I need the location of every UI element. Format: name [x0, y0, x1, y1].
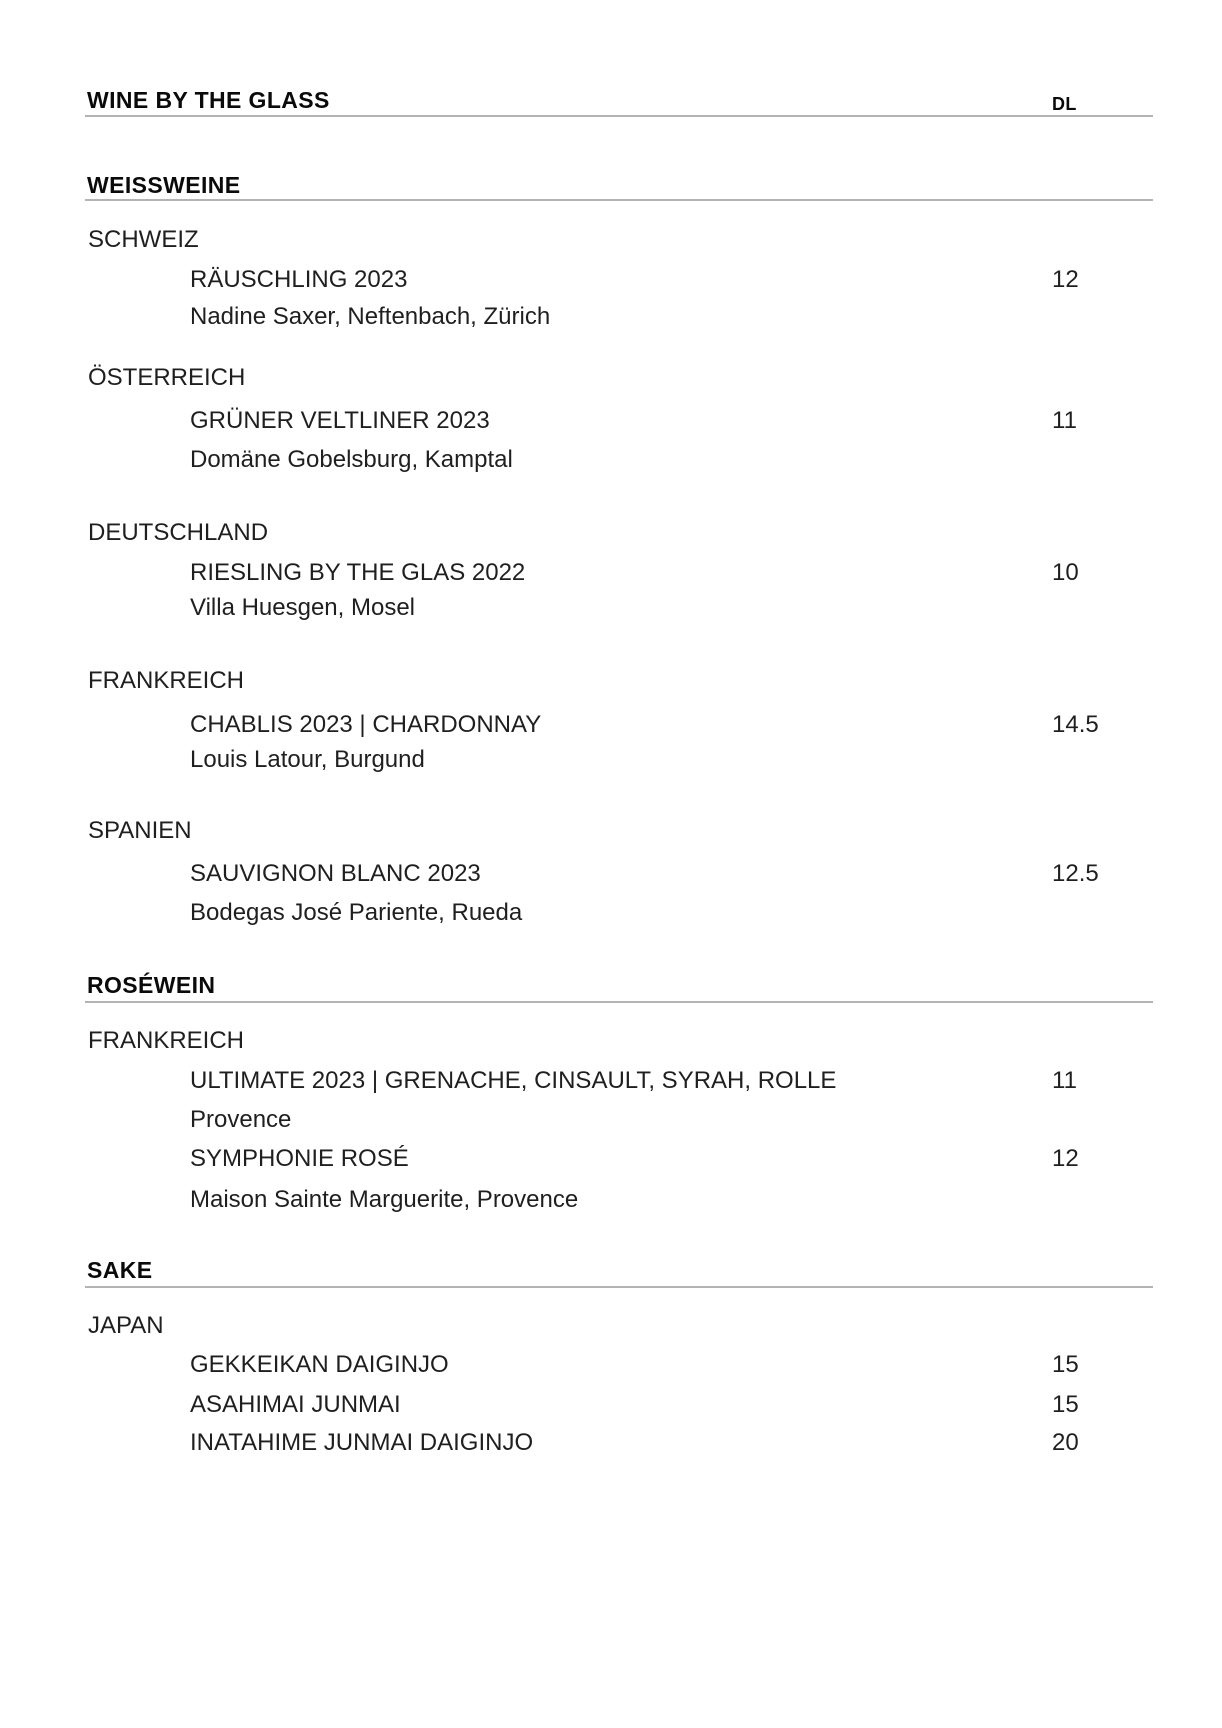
wine-row	[85, 1431, 1153, 1455]
wine-row	[85, 1393, 1153, 1417]
wine-row	[85, 268, 1153, 292]
wine-price: 15	[1052, 1391, 1079, 1418]
unit-column-header: DL	[1052, 94, 1077, 114]
wine-name: ULTIMATE 2023 | GRENACHE, CINSAULT, SYRAH, ROLLE	[190, 1067, 837, 1094]
country-label: ÖSTERREICH	[88, 364, 246, 391]
page-title: WINE BY THE GLASS	[87, 87, 330, 113]
wine-row	[85, 1147, 1153, 1171]
wine-price: 12.5	[1052, 860, 1099, 887]
wine-price: 11	[1052, 407, 1077, 434]
country-label: FRANKREICH	[88, 667, 245, 694]
wine-name: RIESLING BY THE GLAS 2022	[190, 559, 526, 586]
section-divider	[85, 1286, 1153, 1288]
wine-name: CHABLIS 2023 | CHARDONNAY	[190, 711, 542, 738]
wine-name: RÄUSCHLING 2023	[190, 266, 408, 293]
wine-name: SYMPHONIE ROSÉ	[190, 1145, 409, 1172]
wine-price: 20	[1052, 1429, 1079, 1456]
wine-price: 15	[1052, 1351, 1079, 1378]
producer-line: Villa Huesgen, Mosel	[190, 594, 416, 621]
wine-row	[85, 862, 1153, 886]
producer-line: Bodegas José Pariente, Rueda	[190, 899, 523, 926]
wine-price: 11	[1052, 1067, 1077, 1094]
wine-name: GEKKEIKAN DAIGINJO	[190, 1351, 449, 1378]
wine-row	[85, 1353, 1153, 1377]
producer-line: Provence	[190, 1106, 292, 1133]
wine-price: 12	[1052, 266, 1079, 293]
wine-price: 10	[1052, 559, 1079, 586]
country-label: SPANIEN	[88, 817, 192, 844]
wine-price: 14.5	[1052, 711, 1099, 738]
section-divider	[85, 1001, 1153, 1003]
producer-line: Louis Latour, Burgund	[190, 746, 425, 773]
country-label: FRANKREICH	[88, 1027, 245, 1054]
wine-name: SAUVIGNON BLANC 2023	[190, 860, 481, 887]
wine-price: 12	[1052, 1145, 1079, 1172]
producer-line: Domäne Gobelsburg, Kamptal	[190, 446, 513, 473]
country-label: JAPAN	[88, 1312, 164, 1339]
wine-row	[85, 561, 1153, 585]
country-label: SCHWEIZ	[88, 226, 199, 253]
country-label: DEUTSCHLAND	[88, 519, 269, 546]
wine-name: GRÜNER VELTLINER 2023	[190, 407, 490, 434]
section-header-sake: SAKE	[87, 1257, 153, 1283]
wine-name: INATAHIME JUNMAI DAIGINJO	[190, 1429, 534, 1456]
wine-name: ASAHIMAI JUNMAI	[190, 1391, 401, 1418]
producer-line: Maison Sainte Marguerite, Provence	[190, 1186, 579, 1213]
section-header-weissweine: WEISSWEINE	[87, 172, 241, 198]
wine-row	[85, 713, 1153, 737]
title-divider	[85, 115, 1153, 117]
wine-row	[85, 1069, 1153, 1093]
producer-line: Nadine Saxer, Neftenbach, Zürich	[190, 303, 551, 330]
section-header-rosewein: ROSÉWEIN	[87, 972, 216, 998]
wine-row	[85, 409, 1153, 433]
section-divider	[85, 199, 1153, 201]
